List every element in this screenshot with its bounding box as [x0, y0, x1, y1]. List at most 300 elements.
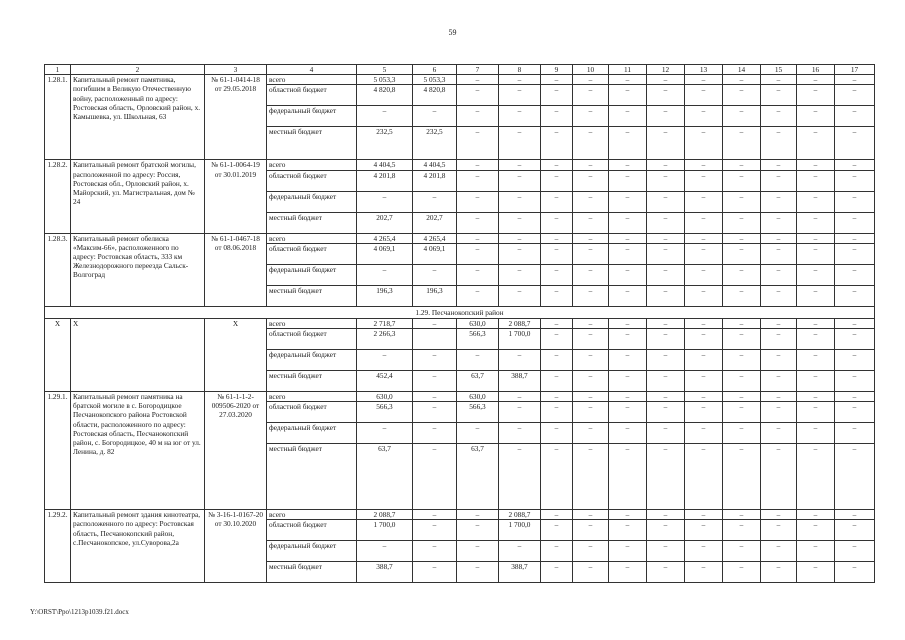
- value-cell: –: [609, 562, 647, 583]
- value-cell: –: [573, 127, 609, 160]
- value-cell: –: [413, 106, 457, 127]
- value-cell: 5 053,3: [413, 75, 457, 85]
- budget-label: федеральный бюджет: [267, 350, 357, 371]
- value-cell: –: [609, 444, 647, 510]
- value-cell: –: [647, 562, 685, 583]
- value-cell: –: [647, 233, 685, 243]
- value-cell: 196,3: [357, 285, 413, 306]
- value-cell: –: [573, 350, 609, 371]
- value-cell: –: [835, 191, 875, 212]
- column-header: 9: [541, 65, 573, 75]
- value-cell: 388,7: [499, 562, 541, 583]
- value-cell: 1 700,0: [499, 329, 541, 350]
- value-cell: –: [541, 160, 573, 170]
- value-cell: –: [573, 85, 609, 106]
- value-cell: –: [457, 243, 499, 264]
- value-cell: 4 404,5: [357, 160, 413, 170]
- value-cell: –: [413, 371, 457, 392]
- value-cell: –: [573, 212, 609, 233]
- value-cell: –: [541, 318, 573, 328]
- value-cell: –: [357, 541, 413, 562]
- value-cell: –: [685, 264, 723, 285]
- value-cell: 2 266,3: [357, 329, 413, 350]
- value-cell: –: [835, 541, 875, 562]
- item-name: Капитальный ремонт обелиска «Максим-66», расположенного по адресу: Ростовская область, 333 км Железнодорожного переезда Сальск-Волгоград: [71, 233, 205, 306]
- value-cell: –: [541, 350, 573, 371]
- value-cell: –: [457, 285, 499, 306]
- value-cell: –: [499, 392, 541, 402]
- value-cell: –: [573, 318, 609, 328]
- budget-label: федеральный бюджет: [267, 106, 357, 127]
- value-cell: –: [723, 127, 761, 160]
- value-cell: –: [541, 85, 573, 106]
- item-document: № 61-1-1-2-009506-2020 от 27.03.2020: [205, 392, 267, 510]
- value-cell: –: [609, 85, 647, 106]
- value-cell: –: [609, 243, 647, 264]
- value-cell: –: [541, 520, 573, 541]
- value-cell: –: [723, 318, 761, 328]
- value-cell: –: [573, 170, 609, 191]
- value-cell: –: [761, 444, 797, 510]
- value-cell: 566,3: [457, 329, 499, 350]
- value-cell: –: [723, 329, 761, 350]
- value-cell: –: [761, 371, 797, 392]
- value-cell: –: [609, 392, 647, 402]
- value-cell: –: [797, 520, 835, 541]
- value-cell: –: [357, 191, 413, 212]
- value-cell: –: [723, 233, 761, 243]
- value-cell: –: [835, 371, 875, 392]
- value-cell: –: [797, 329, 835, 350]
- value-cell: –: [647, 318, 685, 328]
- value-cell: –: [573, 444, 609, 510]
- value-cell: –: [647, 85, 685, 106]
- budget-label: всего: [267, 510, 357, 520]
- item-document: № 61-1-0064-19 от 30.01.2019: [205, 160, 267, 233]
- value-cell: –: [541, 170, 573, 191]
- value-cell: –: [499, 85, 541, 106]
- value-cell: –: [457, 562, 499, 583]
- value-cell: –: [685, 233, 723, 243]
- value-cell: –: [723, 444, 761, 510]
- funding-table: [44, 64, 875, 583]
- value-cell: 63,7: [457, 444, 499, 510]
- value-cell: –: [685, 510, 723, 520]
- value-cell: –: [761, 212, 797, 233]
- value-cell: 232,5: [413, 127, 457, 160]
- item-name: Капитальный ремонт памятника, погибшим в Великую Отечественную войну, расположенный по адресу: Ростовская область, Орловский район, х. Камышевка, ул. Школьная, 63: [71, 75, 205, 160]
- value-cell: –: [499, 106, 541, 127]
- value-cell: –: [761, 264, 797, 285]
- column-header: 7: [457, 65, 499, 75]
- item-document: № 61-1-0414-18 от 29.05.2018: [205, 75, 267, 160]
- value-cell: –: [647, 392, 685, 402]
- item-name: Капитальный ремонт здания кинотеатра, расположенного по адресу: Ростовская область, Песчанокопский район, с.Песчанокопское, ул.Суворова,2а: [71, 510, 205, 583]
- column-header: 10: [573, 65, 609, 75]
- budget-label: всего: [267, 75, 357, 85]
- value-cell: –: [413, 423, 457, 444]
- value-cell: –: [609, 423, 647, 444]
- value-cell: –: [647, 371, 685, 392]
- value-cell: –: [685, 160, 723, 170]
- value-cell: –: [797, 541, 835, 562]
- value-cell: –: [797, 562, 835, 583]
- value-cell: –: [835, 562, 875, 583]
- value-cell: –: [647, 191, 685, 212]
- item-number: 1.29.1.: [45, 392, 71, 510]
- value-cell: –: [761, 160, 797, 170]
- value-cell: –: [541, 541, 573, 562]
- value-cell: –: [647, 541, 685, 562]
- value-cell: –: [797, 392, 835, 402]
- value-cell: –: [609, 75, 647, 85]
- value-cell: –: [835, 233, 875, 243]
- value-cell: –: [797, 402, 835, 423]
- value-cell: –: [723, 243, 761, 264]
- value-cell: –: [761, 85, 797, 106]
- value-cell: 4 265,4: [413, 233, 457, 243]
- value-cell: –: [797, 191, 835, 212]
- value-cell: –: [685, 285, 723, 306]
- item-number: Х: [45, 318, 71, 391]
- value-cell: 202,7: [357, 212, 413, 233]
- value-cell: –: [573, 541, 609, 562]
- value-cell: –: [609, 233, 647, 243]
- value-cell: –: [685, 541, 723, 562]
- value-cell: –: [541, 444, 573, 510]
- value-cell: –: [573, 510, 609, 520]
- table-row: [45, 392, 875, 402]
- value-cell: –: [609, 510, 647, 520]
- value-cell: –: [685, 75, 723, 85]
- value-cell: –: [761, 541, 797, 562]
- value-cell: –: [647, 444, 685, 510]
- value-cell: 452,4: [357, 371, 413, 392]
- value-cell: –: [541, 264, 573, 285]
- value-cell: –: [609, 212, 647, 233]
- value-cell: –: [573, 285, 609, 306]
- column-header: 11: [609, 65, 647, 75]
- value-cell: –: [413, 444, 457, 510]
- value-cell: –: [685, 423, 723, 444]
- item-number: 1.29.2.: [45, 510, 71, 583]
- value-cell: –: [685, 191, 723, 212]
- value-cell: 2 088,7: [499, 510, 541, 520]
- column-header: 12: [647, 65, 685, 75]
- value-cell: –: [797, 75, 835, 85]
- value-cell: –: [541, 106, 573, 127]
- value-cell: –: [685, 392, 723, 402]
- value-cell: –: [499, 285, 541, 306]
- budget-label: всего: [267, 318, 357, 328]
- value-cell: –: [761, 285, 797, 306]
- value-cell: 1 700,0: [357, 520, 413, 541]
- value-cell: –: [413, 510, 457, 520]
- value-cell: –: [761, 170, 797, 191]
- value-cell: –: [647, 264, 685, 285]
- value-cell: –: [647, 127, 685, 160]
- value-cell: –: [499, 191, 541, 212]
- value-cell: –: [797, 127, 835, 160]
- value-cell: –: [685, 444, 723, 510]
- value-cell: –: [413, 392, 457, 402]
- value-cell: –: [835, 160, 875, 170]
- column-header: 5: [357, 65, 413, 75]
- value-cell: –: [647, 285, 685, 306]
- value-cell: –: [499, 444, 541, 510]
- value-cell: –: [647, 423, 685, 444]
- value-cell: –: [413, 520, 457, 541]
- column-header: 3: [205, 65, 267, 75]
- item-number: 1.28.3.: [45, 233, 71, 306]
- value-cell: –: [647, 350, 685, 371]
- value-cell: –: [797, 423, 835, 444]
- value-cell: –: [647, 520, 685, 541]
- value-cell: –: [609, 160, 647, 170]
- value-cell: –: [573, 191, 609, 212]
- value-cell: –: [797, 510, 835, 520]
- value-cell: –: [573, 243, 609, 264]
- value-cell: 4 820,8: [357, 85, 413, 106]
- value-cell: –: [541, 127, 573, 160]
- budget-label: областной бюджет: [267, 329, 357, 350]
- value-cell: –: [685, 106, 723, 127]
- value-cell: –: [797, 106, 835, 127]
- value-cell: –: [609, 285, 647, 306]
- budget-label: местный бюджет: [267, 285, 357, 306]
- value-cell: 5 053,3: [357, 75, 413, 85]
- value-cell: –: [797, 318, 835, 328]
- value-cell: –: [541, 285, 573, 306]
- value-cell: –: [573, 371, 609, 392]
- value-cell: 63,7: [357, 444, 413, 510]
- value-cell: –: [797, 444, 835, 510]
- value-cell: –: [761, 75, 797, 85]
- value-cell: –: [797, 160, 835, 170]
- value-cell: –: [723, 520, 761, 541]
- budget-label: федеральный бюджет: [267, 264, 357, 285]
- budget-label: местный бюджет: [267, 444, 357, 510]
- value-cell: –: [499, 402, 541, 423]
- value-cell: 4 265,4: [357, 233, 413, 243]
- value-cell: –: [835, 510, 875, 520]
- budget-label: местный бюджет: [267, 562, 357, 583]
- value-cell: –: [609, 191, 647, 212]
- budget-label: местный бюджет: [267, 127, 357, 160]
- budget-label: областной бюджет: [267, 170, 357, 191]
- value-cell: –: [761, 510, 797, 520]
- value-cell: –: [797, 170, 835, 191]
- value-cell: –: [413, 402, 457, 423]
- value-cell: 202,7: [413, 212, 457, 233]
- item-document: № 3-16-1-0167-20 от 30.10.2020: [205, 510, 267, 583]
- value-cell: –: [723, 85, 761, 106]
- value-cell: –: [797, 233, 835, 243]
- value-cell: –: [573, 106, 609, 127]
- budget-label: областной бюджет: [267, 402, 357, 423]
- value-cell: –: [499, 350, 541, 371]
- value-cell: –: [723, 350, 761, 371]
- item-number: 1.28.1.: [45, 75, 71, 160]
- value-cell: –: [541, 233, 573, 243]
- value-cell: –: [835, 329, 875, 350]
- page-number: 59: [448, 28, 457, 37]
- value-cell: –: [723, 392, 761, 402]
- column-header: 17: [835, 65, 875, 75]
- value-cell: 566,3: [457, 402, 499, 423]
- value-cell: –: [413, 541, 457, 562]
- value-cell: –: [647, 160, 685, 170]
- value-cell: –: [499, 541, 541, 562]
- value-cell: –: [685, 243, 723, 264]
- value-cell: –: [797, 85, 835, 106]
- value-cell: 566,3: [357, 402, 413, 423]
- value-cell: –: [835, 350, 875, 371]
- value-cell: –: [835, 75, 875, 85]
- value-cell: –: [723, 75, 761, 85]
- value-cell: –: [723, 285, 761, 306]
- value-cell: –: [761, 520, 797, 541]
- value-cell: –: [499, 75, 541, 85]
- value-cell: –: [413, 318, 457, 328]
- value-cell: –: [797, 371, 835, 392]
- budget-label: федеральный бюджет: [267, 541, 357, 562]
- value-cell: –: [541, 75, 573, 85]
- value-cell: 4 820,8: [413, 85, 457, 106]
- budget-label: всего: [267, 233, 357, 243]
- value-cell: –: [723, 160, 761, 170]
- value-cell: 63,7: [457, 371, 499, 392]
- value-cell: –: [835, 423, 875, 444]
- value-cell: –: [357, 106, 413, 127]
- value-cell: –: [457, 106, 499, 127]
- value-cell: –: [541, 562, 573, 583]
- value-cell: –: [835, 392, 875, 402]
- value-cell: –: [835, 444, 875, 510]
- value-cell: –: [457, 75, 499, 85]
- value-cell: –: [647, 106, 685, 127]
- value-cell: –: [761, 350, 797, 371]
- value-cell: 630,0: [457, 392, 499, 402]
- value-cell: –: [723, 402, 761, 423]
- value-cell: –: [761, 318, 797, 328]
- value-cell: –: [457, 170, 499, 191]
- value-cell: –: [609, 170, 647, 191]
- item-name: Капитальный ремонт братской могилы, расположенной по адресу: Россия, Ростовская обл., Орловский район, х. Майорский, ул. Магистральная, дом № 24: [71, 160, 205, 233]
- value-cell: [413, 329, 457, 350]
- budget-label: местный бюджет: [267, 212, 357, 233]
- value-cell: –: [499, 127, 541, 160]
- value-cell: –: [573, 264, 609, 285]
- value-cell: –: [723, 371, 761, 392]
- item-name: Х: [71, 318, 205, 391]
- value-cell: –: [647, 402, 685, 423]
- value-cell: –: [647, 329, 685, 350]
- value-cell: –: [835, 212, 875, 233]
- value-cell: –: [609, 520, 647, 541]
- column-header: 13: [685, 65, 723, 75]
- value-cell: –: [573, 75, 609, 85]
- budget-label: местный бюджет: [267, 371, 357, 392]
- value-cell: –: [573, 392, 609, 402]
- value-cell: –: [723, 170, 761, 191]
- value-cell: –: [835, 318, 875, 328]
- column-header: 2: [71, 65, 205, 75]
- value-cell: –: [457, 160, 499, 170]
- value-cell: –: [541, 243, 573, 264]
- value-cell: –: [647, 170, 685, 191]
- value-cell: 232,5: [357, 127, 413, 160]
- value-cell: –: [647, 243, 685, 264]
- value-cell: –: [723, 423, 761, 444]
- value-cell: –: [835, 520, 875, 541]
- value-cell: –: [457, 127, 499, 160]
- column-header: 4: [267, 65, 357, 75]
- budget-label: всего: [267, 392, 357, 402]
- value-cell: –: [609, 264, 647, 285]
- section-title-row: [45, 306, 875, 318]
- value-cell: –: [797, 285, 835, 306]
- value-cell: –: [609, 350, 647, 371]
- column-header: 6: [413, 65, 457, 75]
- item-name: Капитальный ремонт памятника на братской могиле в с. Богородицкое Песчанокопского района Ростовской области, расположенного по адресу: Ростовская область, Песчанокопский район, с. Богородицкое, 40 м на юг от ул. Ленина, д. 82: [71, 392, 205, 510]
- value-cell: –: [835, 127, 875, 160]
- value-cell: –: [573, 402, 609, 423]
- value-cell: 4 069,1: [413, 243, 457, 264]
- value-cell: –: [609, 329, 647, 350]
- value-cell: –: [457, 541, 499, 562]
- table-row: [45, 510, 875, 520]
- budget-label: федеральный бюджет: [267, 423, 357, 444]
- value-cell: –: [413, 191, 457, 212]
- value-cell: –: [609, 318, 647, 328]
- value-cell: –: [647, 212, 685, 233]
- value-cell: 4 404,5: [413, 160, 457, 170]
- value-cell: –: [685, 329, 723, 350]
- value-cell: –: [797, 212, 835, 233]
- section-title: 1.29. Песчанокопский район: [45, 306, 875, 318]
- column-header: 14: [723, 65, 761, 75]
- value-cell: –: [457, 520, 499, 541]
- value-cell: 4 069,1: [357, 243, 413, 264]
- value-cell: –: [413, 562, 457, 583]
- value-cell: –: [413, 350, 457, 371]
- value-cell: –: [541, 510, 573, 520]
- value-cell: –: [835, 264, 875, 285]
- value-cell: –: [541, 402, 573, 423]
- column-header-row: [45, 65, 875, 75]
- value-cell: –: [413, 264, 457, 285]
- budget-label: областной бюджет: [267, 243, 357, 264]
- value-cell: –: [723, 106, 761, 127]
- value-cell: –: [499, 160, 541, 170]
- value-cell: –: [835, 85, 875, 106]
- table-row: [45, 75, 875, 85]
- value-cell: –: [723, 191, 761, 212]
- value-cell: –: [609, 541, 647, 562]
- column-header: 16: [797, 65, 835, 75]
- file-path-footer: Y:\ORST\Ppo\1213p1039.f21.docx: [30, 608, 129, 616]
- budget-label: областной бюджет: [267, 85, 357, 106]
- budget-label: всего: [267, 160, 357, 170]
- value-cell: –: [457, 85, 499, 106]
- value-cell: –: [541, 212, 573, 233]
- value-cell: –: [723, 541, 761, 562]
- value-cell: 2 088,7: [499, 318, 541, 328]
- value-cell: –: [499, 233, 541, 243]
- column-header: 15: [761, 65, 797, 75]
- table-row: [45, 318, 875, 328]
